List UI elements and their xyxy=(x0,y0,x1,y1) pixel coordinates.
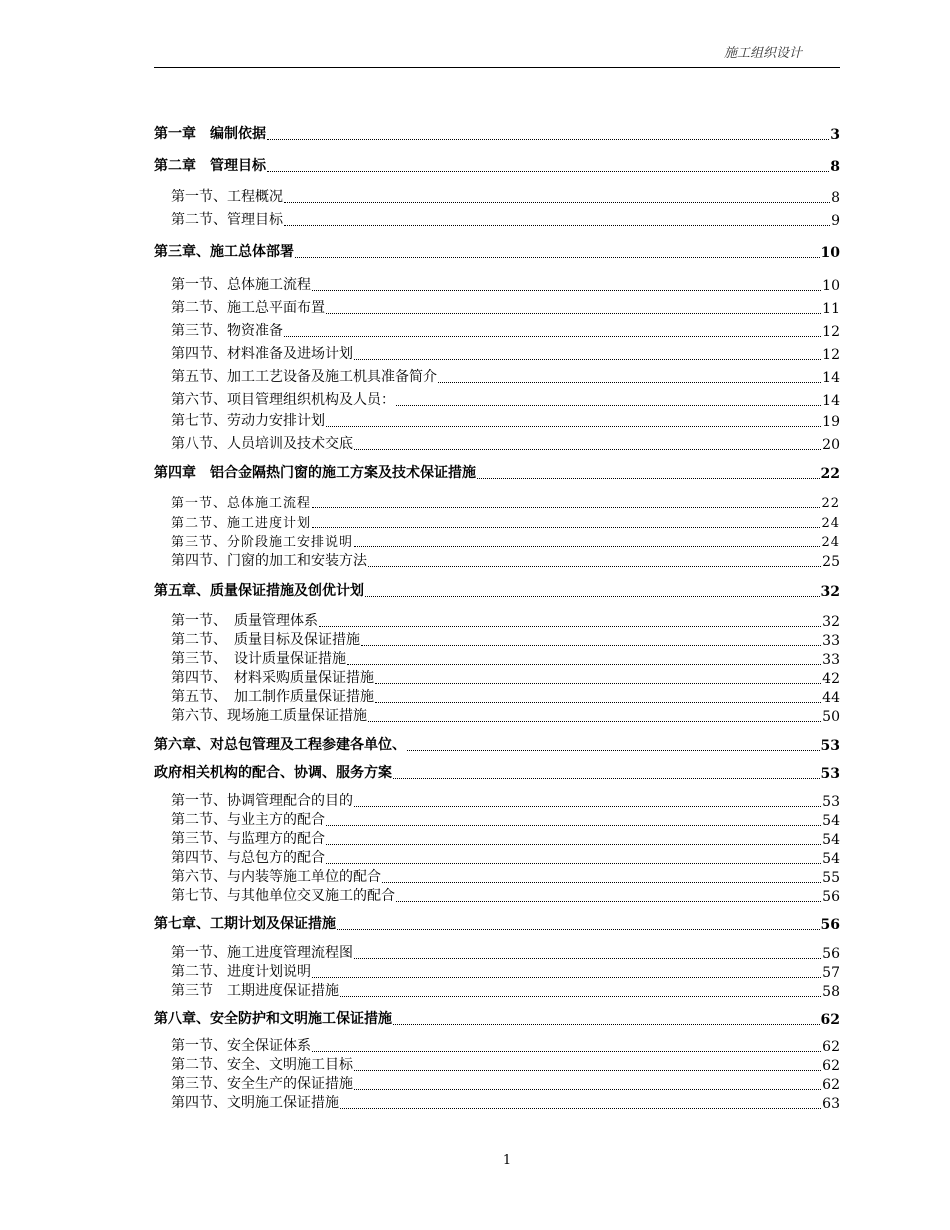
toc-chapter-entry[interactable] xyxy=(154,462,840,482)
toc-section-entry[interactable] xyxy=(171,629,840,649)
toc-section-entry[interactable] xyxy=(171,186,840,206)
toc-entry-label: 第一节、安全保证体系 xyxy=(171,1038,311,1054)
toc-entry-page: 11 xyxy=(822,301,840,317)
toc-entry-page: 62 xyxy=(822,1039,840,1055)
toc-entry-label: 第二节、施工进度计划 xyxy=(171,516,312,531)
toc-entry-page: 53 xyxy=(820,766,840,782)
toc-entry-page: 54 xyxy=(822,813,840,829)
toc-section-entry[interactable] xyxy=(171,512,840,531)
toc-entry-page: 56 xyxy=(822,889,840,905)
toc-section-entry[interactable] xyxy=(171,686,840,706)
toc-entry-page: 58 xyxy=(822,984,840,1000)
dot-leader xyxy=(326,862,821,864)
toc-entry-label: 第三节、与监理方的配合 xyxy=(171,831,325,847)
dot-leader xyxy=(438,381,821,383)
toc-entry-label: 第一节、施工进度管理流程图 xyxy=(171,945,353,961)
toc-entry-page: 22 xyxy=(820,466,840,482)
toc-entry-page: 3 xyxy=(830,127,840,143)
toc-section-entry[interactable] xyxy=(171,961,840,981)
toc-chapter-entry[interactable] xyxy=(154,913,840,933)
dot-leader xyxy=(375,682,821,684)
toc-entry-label: 第五节、 加工制作质量保证措施 xyxy=(171,689,374,705)
dot-leader xyxy=(407,749,820,751)
dot-leader xyxy=(340,995,821,997)
toc-section-entry[interactable] xyxy=(171,492,840,511)
toc-section-entry[interactable] xyxy=(171,1092,840,1112)
dot-leader xyxy=(354,358,821,360)
toc-entry-page: 54 xyxy=(822,832,840,848)
toc-entry-page: 32 xyxy=(822,614,840,630)
toc-section-entry[interactable] xyxy=(171,1073,840,1093)
dot-leader xyxy=(267,138,829,140)
dot-leader xyxy=(365,595,820,597)
toc-entry-page: 20 xyxy=(822,437,840,453)
toc-section-entry[interactable] xyxy=(171,410,840,430)
toc-section-entry[interactable] xyxy=(171,866,840,886)
toc-chapter-entry[interactable] xyxy=(154,762,840,782)
toc-section-entry[interactable] xyxy=(171,705,840,725)
toc-section-entry[interactable] xyxy=(171,980,840,1000)
dot-leader xyxy=(326,312,821,314)
toc-entry-page: 10 xyxy=(820,245,840,261)
dot-leader xyxy=(312,1050,821,1052)
toc-entry-label: 第二节、进度计划说明 xyxy=(171,964,311,980)
dot-leader xyxy=(312,526,820,528)
toc-section-entry[interactable] xyxy=(171,847,840,867)
toc-entry-page: 14 xyxy=(822,370,840,386)
toc-section-entry[interactable] xyxy=(171,610,840,630)
toc-section-entry[interactable] xyxy=(171,809,840,829)
toc-entry-label: 第三章、施工总体部署 xyxy=(154,244,294,260)
toc-entry-label: 第四节、门窗的加工和安装方法 xyxy=(171,553,367,569)
toc-entry-label: 第二节、安全、文明施工目标 xyxy=(171,1057,353,1073)
dot-leader xyxy=(326,425,821,427)
toc-section-entry[interactable] xyxy=(171,209,840,229)
toc-entry-label: 第一节、协调管理配合的目的 xyxy=(171,793,353,809)
toc-section-entry[interactable] xyxy=(171,550,840,570)
toc-entry-page: 55 xyxy=(822,870,840,886)
toc-entry-page: 25 xyxy=(822,554,840,570)
toc-entry-label: 第七节、与其他单位交叉施工的配合 xyxy=(171,888,395,904)
toc-entry-label: 第八章、安全防护和文明施工保证措施 xyxy=(154,1011,392,1027)
toc-entry-page: 12 xyxy=(822,324,840,340)
toc-entry-page: 10 xyxy=(822,278,840,294)
toc-section-entry[interactable] xyxy=(171,297,840,317)
toc-entry-page: 56 xyxy=(822,946,840,962)
toc-entry-label: 第二节、管理目标 xyxy=(171,212,283,228)
toc-entry-label: 第一节、工程概况 xyxy=(171,189,283,205)
toc-entry-label: 第二节、与业主方的配合 xyxy=(171,812,325,828)
dot-leader xyxy=(312,289,821,291)
dot-leader xyxy=(396,404,821,406)
dot-leader xyxy=(347,663,821,665)
toc-entry-label: 第六节、与内装等施工单位的配合 xyxy=(171,869,381,885)
toc-entry-label: 第三节、 设计质量保证措施 xyxy=(171,651,346,667)
toc-section-entry[interactable] xyxy=(171,531,840,550)
toc-entry-label: 第一章 编制依据 xyxy=(154,126,266,142)
toc-entry-page: 33 xyxy=(822,652,840,668)
dot-leader xyxy=(284,201,830,203)
toc-entry-label: 第二章 管理目标 xyxy=(154,158,266,174)
toc-entry-page: 19 xyxy=(822,414,840,430)
toc-entry-page: 33 xyxy=(822,633,840,649)
toc-entry-label: 第三节、安全生产的保证措施 xyxy=(171,1076,353,1092)
toc-entry-page: 8 xyxy=(830,159,840,175)
toc-entry-label: 第一节、总体施工流程 xyxy=(171,496,312,511)
dot-leader xyxy=(382,881,821,883)
toc-entry-label: 第五章、质量保证措施及创优计划 xyxy=(154,583,364,599)
toc-section-entry[interactable] xyxy=(171,274,840,294)
dot-leader xyxy=(396,900,821,902)
toc-entry-page: 56 xyxy=(820,917,840,933)
toc-entry-page: 12 xyxy=(822,347,840,363)
toc-entry-page: 62 xyxy=(822,1077,840,1093)
dot-leader xyxy=(368,565,821,567)
dot-leader xyxy=(326,843,821,845)
toc-chapter-entry[interactable] xyxy=(154,580,840,600)
toc-entry-page: 62 xyxy=(820,1012,840,1028)
toc-entry-page: 32 xyxy=(820,584,840,600)
toc-chapter-entry[interactable] xyxy=(154,155,840,175)
toc-section-entry[interactable] xyxy=(171,343,840,363)
toc-section-entry[interactable] xyxy=(171,790,840,810)
toc-entry-label: 第一节、 质量管理体系 xyxy=(171,613,318,629)
toc-section-entry[interactable] xyxy=(171,942,840,962)
dot-leader xyxy=(393,777,820,779)
dot-leader xyxy=(284,335,821,337)
toc-entry-page: 57 xyxy=(822,965,840,981)
dot-leader xyxy=(337,928,820,930)
dot-leader xyxy=(354,1069,821,1071)
toc-entry-label: 第四节、材料准备及进场计划 xyxy=(171,346,353,362)
dot-leader xyxy=(354,448,821,450)
dot-leader xyxy=(295,256,820,258)
toc-section-entry[interactable] xyxy=(171,320,840,340)
toc-entry-page: 54 xyxy=(822,851,840,867)
dot-leader xyxy=(284,224,830,226)
toc-entry-page: 62 xyxy=(822,1058,840,1074)
dot-leader xyxy=(319,625,821,627)
toc-entry-page: 42 xyxy=(822,671,840,687)
toc-section-entry[interactable] xyxy=(171,885,840,905)
toc-entry-label: 第六节、现场施工质量保证措施 xyxy=(171,708,367,724)
toc-entry-label: 第四节、 材料采购质量保证措施 xyxy=(171,670,374,686)
dot-leader xyxy=(354,545,820,547)
toc-section-entry[interactable] xyxy=(171,433,840,453)
dot-leader xyxy=(477,477,820,479)
dot-leader xyxy=(267,170,829,172)
toc-chapter-entry[interactable] xyxy=(154,734,840,754)
toc-chapter-entry[interactable] xyxy=(154,123,840,143)
toc-entry-page: 9 xyxy=(831,213,840,229)
toc-entry-label: 第四节、与总包方的配合 xyxy=(171,850,325,866)
toc-entry-label: 第一节、总体施工流程 xyxy=(171,277,311,293)
toc-entry-label: 第三节 工期进度保证措施 xyxy=(171,983,339,999)
toc-entry-label: 第二节、施工总平面布置 xyxy=(171,300,325,316)
toc-entry-label: 第四章 铝合金隔热门窗的施工方案及技术保证措施 xyxy=(154,465,476,481)
toc-entry-page: 53 xyxy=(820,738,840,754)
toc-section-entry[interactable] xyxy=(171,828,840,848)
dot-leader xyxy=(361,644,821,646)
toc-entry-page: 63 xyxy=(822,1096,840,1112)
toc-entry-label: 第四节、文明施工保证措施 xyxy=(171,1095,339,1111)
toc-entry-label: 第六节、项目管理组织机构及人员： xyxy=(171,392,395,408)
toc-chapter-entry[interactable] xyxy=(154,1008,840,1028)
toc-entry-label: 第三节、分阶段施工安排说明 xyxy=(171,535,354,550)
toc-entry-page: 53 xyxy=(822,794,840,810)
dot-leader xyxy=(326,824,821,826)
toc-entry-page: 50 xyxy=(822,709,840,725)
toc-entry-label: 第六章、对总包管理及工程参建各单位、 xyxy=(154,737,406,753)
page-number: 1 xyxy=(502,1153,512,1168)
toc-entry-label: 第八节、人员培训及技术交底 xyxy=(171,436,353,452)
toc-section-entry[interactable] xyxy=(171,667,840,687)
dot-leader xyxy=(312,506,820,508)
dot-leader xyxy=(354,1088,821,1090)
toc-chapter-entry[interactable] xyxy=(154,241,840,261)
dot-leader xyxy=(368,720,821,722)
dot-leader xyxy=(354,805,821,807)
page-header-title: 施工组织设计 xyxy=(723,46,802,61)
toc-entry-page: 22 xyxy=(821,496,840,511)
dot-leader xyxy=(354,957,821,959)
toc-entry-label: 第五节、加工工艺设备及施工机具准备简介 xyxy=(171,369,437,385)
toc-entry-label: 第七节、劳动力安排计划 xyxy=(171,413,325,429)
toc-section-entry[interactable] xyxy=(171,389,840,409)
toc-section-entry[interactable] xyxy=(171,1054,840,1074)
dot-leader xyxy=(340,1107,821,1109)
dot-leader xyxy=(375,701,821,703)
dot-leader xyxy=(393,1023,820,1025)
toc-entry-label: 政府相关机构的配合、协调、服务方案 xyxy=(154,765,392,781)
toc-entry-page: 44 xyxy=(822,690,840,706)
toc-entry-page: 8 xyxy=(831,190,840,206)
toc-entry-label: 第三节、物资准备 xyxy=(171,323,283,339)
toc-section-entry[interactable] xyxy=(171,648,840,668)
toc-entry-page: 14 xyxy=(822,393,840,409)
toc-entry-page: 24 xyxy=(821,516,840,531)
toc-entry-label: 第七章、工期计划及保证措施 xyxy=(154,916,336,932)
dot-leader xyxy=(312,976,821,978)
toc-section-entry[interactable] xyxy=(171,1035,840,1055)
toc-section-entry[interactable] xyxy=(171,366,840,386)
toc-entry-page: 24 xyxy=(821,535,840,550)
toc-entry-label: 第二节、 质量目标及保证措施 xyxy=(171,632,360,648)
